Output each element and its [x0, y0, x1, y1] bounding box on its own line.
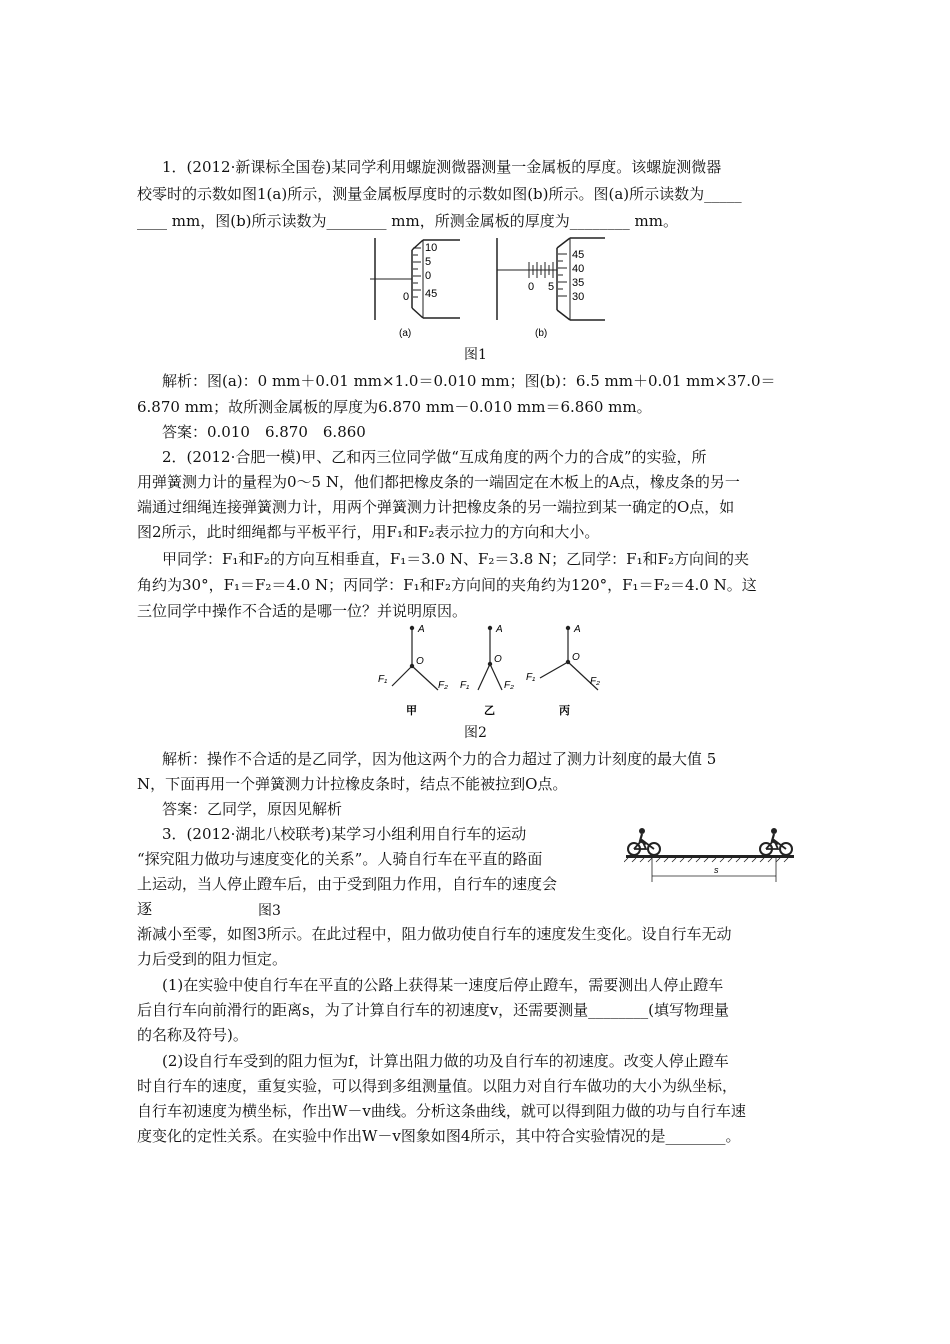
q3-line-4: 逐: [137, 900, 153, 918]
main-scale-label-b: 0: [528, 281, 535, 293]
tick-label-b: 45: [572, 249, 585, 261]
tick-label-a: 45: [425, 288, 438, 300]
q3-line-1: 3．(2012·湖北八校联考)某学习小组利用自行车的运动: [162, 825, 527, 843]
tick-label-b: 30: [572, 291, 585, 303]
point-o-label: O: [572, 652, 580, 663]
main-scale-label-a: 0: [403, 291, 410, 303]
tick-label-b: 40: [572, 263, 585, 275]
fig-a-label: (a): [399, 328, 412, 339]
q3-p2-line-2: 时自行车的速度，重复实验，可以得到多组测量值。以阻力对自行车做功的大小为纵坐标，: [137, 1077, 738, 1095]
q3-line-6: 力后受到的阻力恒定。: [137, 950, 288, 968]
point-a-label: A: [418, 624, 425, 635]
micrometer-figure: [365, 230, 615, 342]
label-yi: 乙: [484, 705, 495, 717]
fig2-caption: 图2: [464, 725, 487, 741]
q1-line-3: ____ mm，图(b)所示读数为________ mm，所测金属板的厚度为________ mm。: [137, 212, 678, 230]
f1-label: F₁: [526, 672, 536, 683]
bicycle-icon: [760, 828, 792, 855]
q3-p2-line-1: (2)设自行车受到的阻力恒为f，计算出阻力做的功及自行车的初速度。改变人停止蹬车: [162, 1052, 729, 1070]
q3-p1-line-2: 后自行车向前滑行的距离s，为了计算自行车的初速度v，还需要测量________(填写物理量: [137, 1001, 730, 1019]
micrometer-a: [370, 238, 460, 339]
f2-label: F₂: [590, 676, 600, 687]
q1-answer: 答案：0.010 6.870 6.860: [162, 423, 366, 441]
q3-p2-line-3: 自行车初速度为横坐标，作出W－v曲线。分析这条曲线，就可以得到阻力做的功与自行车速: [137, 1102, 746, 1120]
q1-analysis-2: 6.870 mm；故所测金属板的厚度为6.870 mm－0.010 mm＝6.860 mm。: [137, 398, 652, 416]
point-o-label: O: [494, 654, 502, 665]
label-jia: 甲: [406, 705, 417, 717]
q3-line-2: “探究阻力做功与速度变化的关系”。人骑自行车在平直的路面: [137, 850, 543, 868]
micrometer-b: [497, 238, 605, 339]
tick-label-b: 35: [572, 277, 585, 289]
q2-line-4: 图2所示，此时细绳都与平板平行，用F₁和F₂表示拉力的方向和大小。: [137, 523, 600, 541]
q3-line-5: 渐减小至零，如图3所示。在此过程中，阻力做功使自行车的速度发生变化。设自行车无动: [137, 925, 732, 943]
point-o-label: O: [416, 656, 424, 667]
force-diagram-yi: [460, 624, 514, 717]
q2-analysis-1: 解析：操作不合适的是乙同学，因为他这两个力的合力超过了测力计刻度的最大值 5: [162, 750, 717, 768]
tick-label-a: 0: [425, 270, 432, 282]
force-diagram-bing: [526, 624, 600, 717]
force-diagram: [370, 618, 620, 718]
point-a-label: A: [574, 624, 581, 635]
f1-label: F₁: [378, 674, 388, 685]
q2-line-5: 甲同学：F₁和F₂的方向互相垂直，F₁＝3.0 N、F₂＝3.8 N；乙同学：F₁和F₂方向间的夹: [162, 550, 750, 568]
q3-p2-line-4: 度变化的定性关系。在实验中作出W－v图象如图4所示，其中符合实验情况的是________。: [137, 1127, 741, 1145]
q3-line-3: 上运动，当人停止蹬车后，由于受到阻力作用，自行车的速度会: [137, 875, 558, 893]
tick-label-a: 10: [425, 242, 438, 254]
q2-line-7: 三位同学中操作不合适的是哪一位？并说明原因。: [137, 602, 468, 620]
label-bing: 丙: [559, 705, 570, 717]
q2-answer: 答案：乙同学，原因见解析: [162, 800, 343, 818]
q3-p1-line-3: 的名称及符号)。: [137, 1026, 248, 1044]
fig-b-label: (b): [535, 328, 548, 339]
fig1-caption: 图1: [464, 347, 487, 363]
q2-line-2: 用弹簧测力计的量程为0～5 N，他们都把橡皮条的一端固定在木板上的A点，橡皮条的另一: [137, 473, 740, 491]
tick-label-a: 5: [425, 256, 432, 268]
q2-line-6: 角约为30°，F₁＝F₂＝4.0 N；丙同学：F₁和F₂方向间的夹角约为120°，F₁＝F₂＝4.0 N。这: [137, 576, 757, 594]
distance-s-label: s: [714, 865, 719, 875]
q1-analysis-1: 解析：图(a)：0 mm＋0.01 mm×1.0＝0.010 mm；图(b)：6.5 mm＋0.01 mm×37.0＝: [162, 372, 776, 390]
f1-label: F₁: [460, 680, 470, 691]
q1-line-2: 校零时的示数如图1(a)所示，测量金属板厚度时的示数如图(b)所示。图(a)所示读数为_____: [137, 185, 742, 203]
f2-label: F₂: [438, 680, 448, 691]
force-diagram-jia: [378, 624, 448, 717]
main-scale-label-b: 5: [548, 281, 555, 293]
q2-analysis-2: N，下面再用一个弹簧测力计拉橡皮条时，结点不能被拉到O点。: [137, 775, 568, 793]
bicycle-icon: [628, 828, 660, 855]
f2-label: F₂: [504, 680, 514, 691]
q3-p1-line-1: (1)在实验中使自行车在平直的公路上获得某一速度后停止蹬车，需要测出人停止蹬车: [162, 976, 724, 994]
q1-line-1: 1．(2012·新课标全国卷)某同学利用螺旋测微器测量一金属板的厚度。该螺旋测微器: [162, 158, 722, 176]
bicycle-figure: [624, 826, 799, 886]
q2-line-1: 2．(2012·合肥一模)甲、乙和丙三位同学做“互成角度的两个力的合成”的实验，所: [162, 448, 707, 466]
point-a-label: A: [496, 624, 503, 635]
q2-line-3: 端通过细绳连接弹簧测力计，用两个弹簧测力计把橡皮条的另一端拉到某一确定的O点，如: [137, 498, 735, 516]
fig3-caption: 图3: [258, 903, 281, 919]
